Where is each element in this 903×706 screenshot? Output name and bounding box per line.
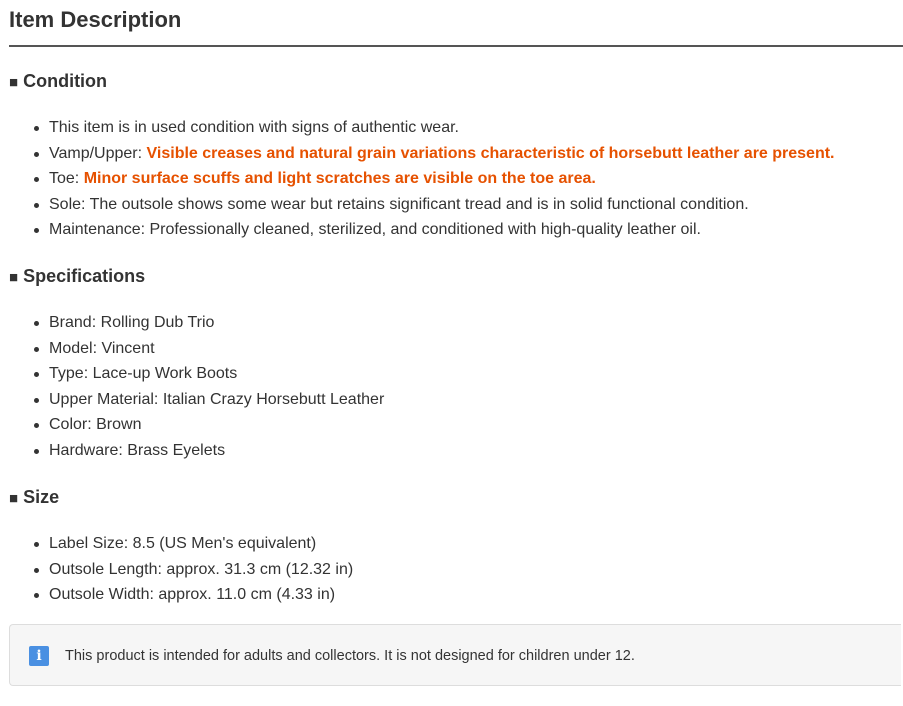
condition-item-label: This item is in used condition with signs of authentic wear. <box>49 119 459 136</box>
condition-item-maintenance <box>31 217 903 243</box>
info-icon: i <box>29 646 49 666</box>
specifications-heading-text: Specifications <box>23 266 146 286</box>
square-bullet-icon: ■ <box>9 74 19 91</box>
size-item-label-size: Label Size: 8.5 (US Men's equivalent) <box>31 531 903 557</box>
condition-item-highlight: Visible creases and natural grain variations characteristic of horsebutt leather are present. <box>146 144 835 162</box>
item-description-page <box>9 0 903 664</box>
condition-list <box>9 115 903 243</box>
size-heading-text: Size <box>23 487 60 507</box>
condition-item-highlight: Minor surface scuffs and light scratches are visible on the toe area. <box>83 170 596 188</box>
condition-item-label: Maintenance: Professionally cleaned, sterilized, and conditioned with high-quality leather oil. <box>49 221 701 239</box>
size-item-outsole-width: Outsole Width: approx. 11.0 cm (4.33 in) <box>31 582 903 608</box>
page-title: Item Description <box>9 0 903 47</box>
specifications-heading <box>9 265 145 289</box>
square-bullet-icon: ■ <box>9 490 19 507</box>
spec-item-brand: Brand: Rolling Dub Trio <box>31 310 903 336</box>
size-item-outsole-length: Outsole Length: approx. 31.3 cm (12.32 in) <box>31 557 903 583</box>
spec-item-color: Color: Brown <box>31 412 903 438</box>
size-list <box>9 531 903 608</box>
condition-item-label: Toe: <box>49 170 84 188</box>
condition-heading <box>9 70 107 94</box>
spec-item-upper-material: Upper Material: Italian Crazy Horsebutt Leather <box>31 387 903 413</box>
age-notice-box <box>9 624 901 686</box>
condition-item-label: Sole: The outsole shows some wear but retains significant tread and is in solid functional condition. <box>49 195 749 213</box>
condition-item-general <box>31 115 903 141</box>
specifications-list <box>9 310 903 464</box>
condition-item-label: Vamp/Upper: <box>49 144 147 162</box>
size-heading <box>9 486 59 510</box>
spec-item-hardware: Hardware: Brass Eyelets <box>31 438 903 464</box>
square-bullet-icon: ■ <box>9 269 19 286</box>
condition-item-toe <box>31 166 903 192</box>
condition-item-sole <box>31 192 903 218</box>
age-notice-text: This product is intended for adults and collectors. It is not designed for children under 12. <box>65 648 635 664</box>
spec-item-type: Type: Lace-up Work Boots <box>31 361 903 387</box>
spec-item-model: Model: Vincent <box>31 336 903 362</box>
condition-heading-text: Condition <box>23 71 108 91</box>
condition-item-upper <box>31 141 903 167</box>
